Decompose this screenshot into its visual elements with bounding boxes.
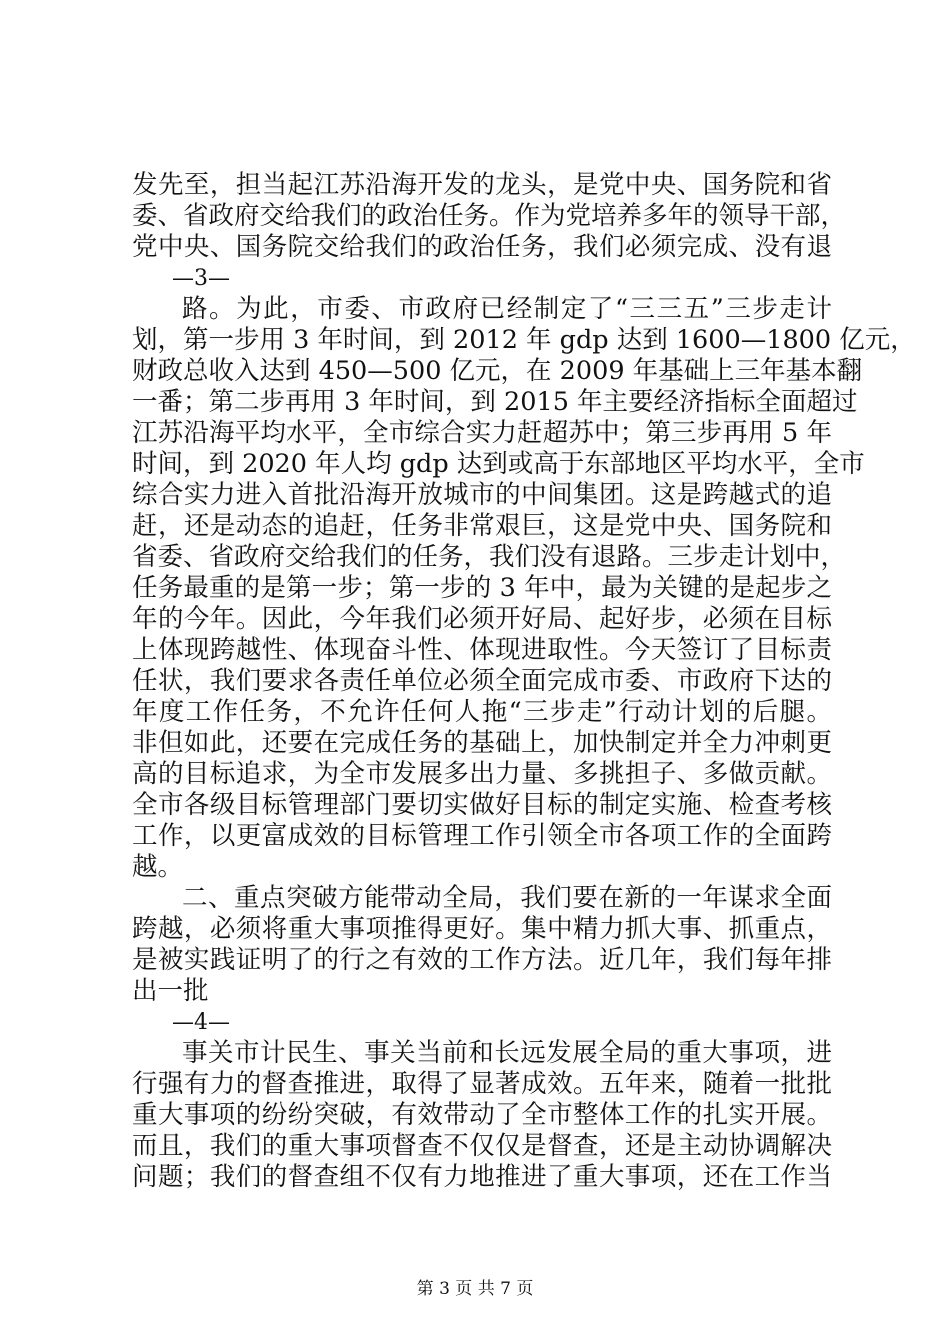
text-line: 上体现跨越性、体现奋斗性、体现进取性。今天签订了目标责 <box>132 635 832 665</box>
text-line: 是被实践证明了的行之有效的工作方法。近几年，我们每年排 <box>132 945 832 975</box>
text-line: 行强有力的督查推进，取得了显著成效。五年来，随着一批批 <box>132 1069 832 1099</box>
text-line: 江苏沿海平均水平，全市综合实力赶超苏中；第三步再用 5 年 <box>132 418 832 448</box>
text-line: 划，第一步用 3 年时间，到 2012 年 gdp 达到 1600—1800 亿元， <box>132 325 916 355</box>
text-line: 时间，到 2020 年人均 gdp 达到或高于东部地区平均水平，全市 <box>132 449 865 479</box>
text-line: 跨越，必须将重大事项推得更好。集中精力抓大事、抓重点， <box>132 914 832 944</box>
text-line: 工作，以更富成效的目标管理工作引领全市各项工作的全面跨 <box>132 821 832 851</box>
text-line: 赶，还是动态的追赶，任务非常艰巨，这是党中央、国务院和 <box>132 511 832 541</box>
text-line: 二、重点突破方能带动全局，我们要在新的一年谋求全面 <box>182 883 832 913</box>
text-line: 委、省政府交给我们的政治任务。作为党培养多年的领导干部， <box>132 201 847 231</box>
text-line: 财政总收入达到 450—500 亿元，在 2009 年基础上三年基本翻 <box>132 356 863 386</box>
text-line: 出一批 <box>132 976 209 1006</box>
page-marker: —4— <box>172 1010 230 1035</box>
text-line: 事关市计民生、事关当前和长远发展全局的重大事项，进 <box>182 1038 832 1068</box>
body-text <box>132 170 916 1193</box>
text-line: 重大事项的纷纷突破，有效带动了全市整体工作的扎实开展。 <box>132 1100 832 1130</box>
text-line: 非但如此，还要在完成任务的基础上，加快制定并全力冲刺更 <box>132 728 832 758</box>
text-line: 全市各级目标管理部门要切实做好目标的制定实施、检查考核 <box>132 790 832 820</box>
text-line: 综合实力进入首批沿海开放城市的中间集团。这是跨越式的追 <box>132 480 832 510</box>
text-line: 问题；我们的督查组不仅有力地推进了重大事项，还在工作当 <box>132 1162 832 1192</box>
text-line: 任状，我们要求各责任单位必须全面完成市委、市政府下达的 <box>132 666 832 696</box>
text-line: 路。为此，市委、市政府已经制定了“三三五”三步走计 <box>182 294 832 324</box>
text-line: 而且，我们的重大事项督查不仅仅是督查，还是主动协调解决 <box>132 1131 832 1161</box>
text-line: 年度工作任务，不允许任何人拖“三步走”行动计划的后腿。 <box>132 697 832 727</box>
text-line: 高的目标追求，为全市发展多出力量、多挑担子、多做贡献。 <box>132 759 832 789</box>
text-line: 任务最重的是第一步；第一步的 3 年中，最为关键的是起步之 <box>132 573 832 603</box>
text-line: 越。 <box>132 852 184 882</box>
text-line: 党中央、国务院交给我们的政治任务，我们必须完成、没有退 <box>132 232 832 262</box>
page-footer: 第 3 页 共 7 页 <box>416 1279 534 1299</box>
page-marker: —3— <box>172 266 230 291</box>
text-line: 年的今年。因此，今年我们必须开好局、起好步，必须在目标 <box>132 604 832 634</box>
text-line: 发先至，担当起江苏沿海开发的龙头，是党中央、国务院和省 <box>132 170 832 200</box>
text-line: 省委、省政府交给我们的任务，我们没有退路。三步走计划中， <box>132 542 847 572</box>
text-line: 一番；第二步再用 3 年时间，到 2015 年主要经济指标全面超过 <box>132 387 858 417</box>
